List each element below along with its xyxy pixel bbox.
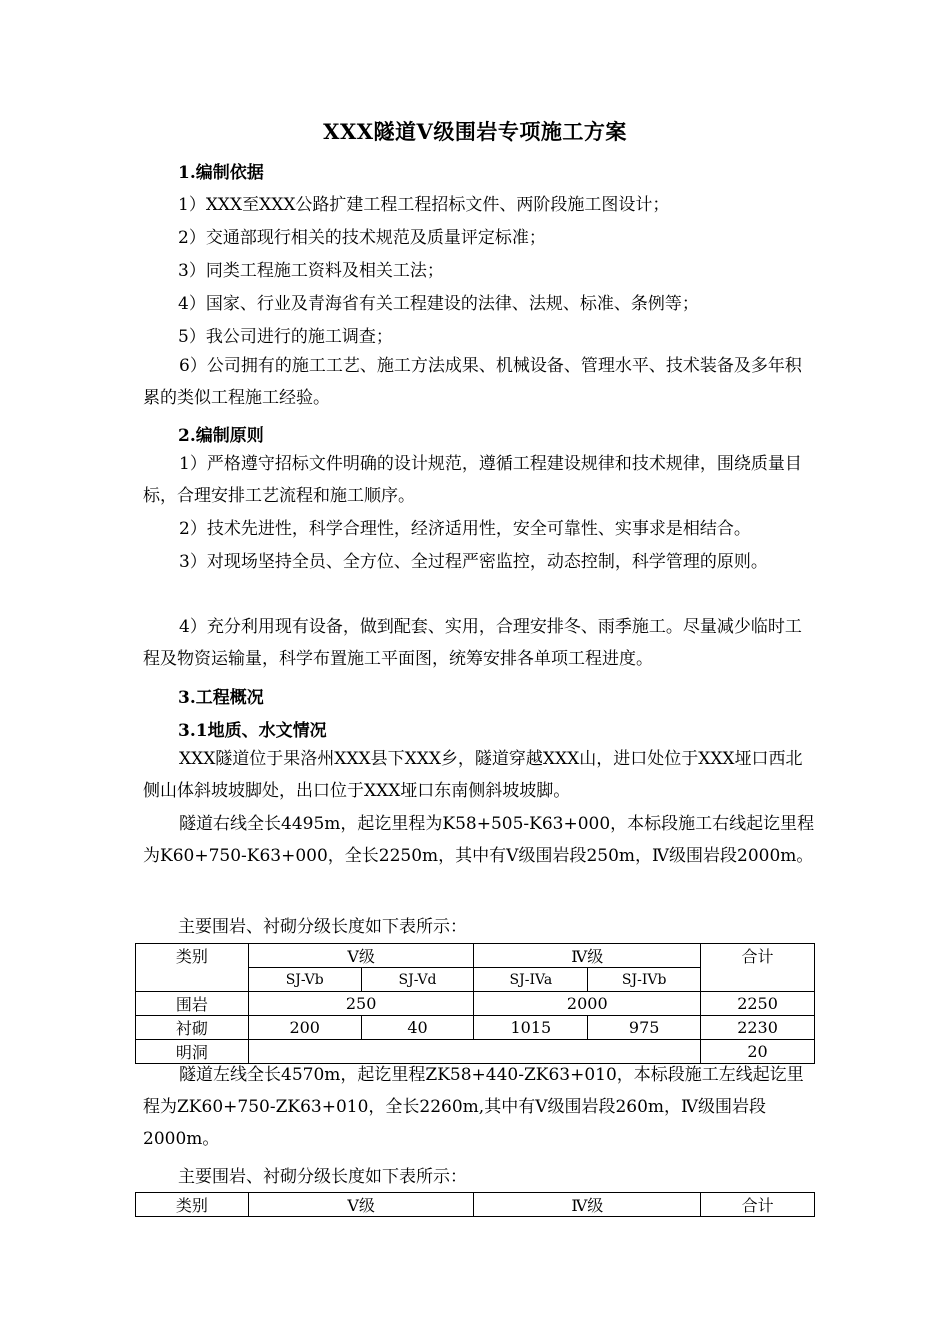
section-3-1-heading: 3.1地质、水文情况: [178, 721, 327, 741]
sub-header-sj-iva: SJ-IVa: [474, 968, 588, 992]
section-1-item-6: 6）公司拥有的施工工艺、施工方法成果、机械设备、管理水平、技术装备及多年积累的类似工程施工经验。: [143, 356, 802, 408]
row-lining-sj-vd: 40: [361, 1016, 474, 1040]
section-2-item-2: 2）技术先进性，科学合理性，经济适用性，安全可靠性、实事求是相结合。: [179, 519, 751, 539]
section-1-heading: 1.编制依据: [178, 163, 264, 183]
row-lining-sj-vb: 200: [248, 1016, 361, 1040]
row-portal-label: 明洞: [136, 1040, 249, 1064]
geology-paragraph: XXX隧道位于果洛州XXX县下XXX乡，隧道穿越XXX山，进口处位于XXX垭口西北侧山体斜坡坡脚处，出口位于XXX垭口东南侧斜坡坡脚。: [143, 749, 803, 801]
table-2-intro: 主要围岩、衬砌分级长度如下表所示：: [178, 1167, 467, 1187]
table-1-intro: 主要围岩、衬砌分级长度如下表所示：: [178, 917, 467, 937]
left-line-paragraph: 隧道左线全长4570m，起讫里程ZK58+440-ZK63+010，本标段施工左线起讫里程为ZK60+750-ZK63+010，全长2260m,其中有Ⅴ级围岩段260m，Ⅳ级围岩段2000m。: [143, 1065, 804, 1149]
header-category: 类别: [136, 944, 249, 992]
row-lining-total: 2230: [701, 1016, 815, 1040]
section-2-item-3: 3）对现场坚持全员、全方位、全过程严密监控，动态控制，科学管理的原则。: [179, 552, 768, 572]
row-portal-total: 20: [701, 1040, 815, 1064]
header-total: 合计: [701, 944, 815, 992]
section-1-item-1: 1）XXX至XXX公路扩建工程工程招标文件、两阶段施工图设计；: [178, 195, 670, 215]
sub-header-sj-vb: SJ-Vb: [248, 968, 361, 992]
right-line-paragraph: 隧道右线全长4495m，起讫里程为K58+505-K63+000，本标段施工右线起讫里程为K60+750-K63+000，全长2250m，其中有Ⅴ级围岩段250m，Ⅳ级围岩段2000m。: [143, 814, 815, 866]
row-lining-sj-ivb: 975: [588, 1016, 701, 1040]
document-title: XXX隧道Ⅴ级围岩专项施工方案: [323, 119, 627, 144]
t2-header-grade-v: Ⅴ级: [248, 1193, 474, 1217]
section-1-item-5: 5）我公司进行的施工调查；: [178, 327, 393, 347]
left-line-table: [135, 1192, 815, 1217]
t2-header-grade-iv: Ⅳ级: [474, 1193, 701, 1217]
section-1-item-2: 2）交通部现行相关的技术规范及质量评定标准；: [178, 228, 546, 248]
section-3-heading: 3.工程概况: [178, 688, 264, 708]
t2-header-total: 合计: [701, 1193, 815, 1217]
header-grade-v: Ⅴ级: [248, 944, 474, 968]
section-2-item-1: 1）严格遵守招标文件明确的设计规范，遵循工程建设规律和技术规律，围绕质量目标，合理安排工艺流程和施工顺序。: [143, 454, 802, 506]
section-1-item-3: 3）同类工程施工资料及相关工法；: [178, 261, 444, 281]
sub-header-sj-vd: SJ-Vd: [361, 968, 474, 992]
row-lining-label: 衬砌: [136, 1016, 249, 1040]
row-rock-v: 250: [248, 992, 474, 1016]
t2-header-category: 类别: [136, 1193, 249, 1217]
row-rock-total: 2250: [701, 992, 815, 1016]
row-rock-iv: 2000: [474, 992, 701, 1016]
right-line-table: [135, 943, 815, 1064]
row-rock-label: 围岩: [136, 992, 249, 1016]
section-2-heading: 2.编制原则: [178, 426, 264, 446]
section-1-item-4: 4）国家、行业及青海省有关工程建设的法律、法规、标准、条例等；: [178, 294, 699, 314]
sub-header-sj-ivb: SJ-IVb: [588, 968, 701, 992]
row-lining-sj-iva: 1015: [474, 1016, 588, 1040]
section-2-item-4: 4）充分利用现有设备，做到配套、实用，合理安排冬、雨季施工。尽量减少临时工程及物资运输量，科学布置施工平面图，统筹安排各单项工程进度。: [143, 617, 802, 669]
header-grade-iv: Ⅳ级: [474, 944, 701, 968]
